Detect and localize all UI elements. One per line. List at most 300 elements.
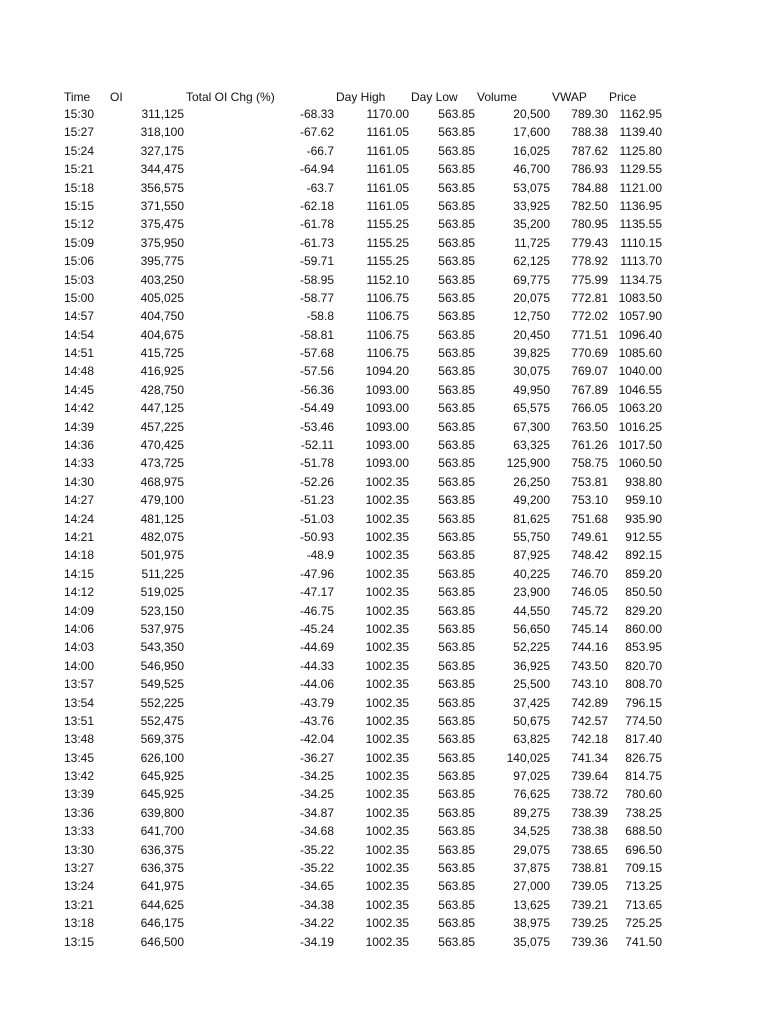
price-cell: 1129.55 [619, 162, 662, 177]
day-low-cell: 563.85 [438, 456, 475, 471]
total-oi-chg-cell: -50.93 [299, 529, 334, 544]
price-cell: 1016.25 [618, 419, 662, 434]
time-cell: 14:42 [64, 401, 95, 416]
table-row [64, 234, 674, 252]
day-low-cell: 563.85 [438, 621, 475, 636]
total-oi-chg-cell: -34.68 [299, 824, 334, 839]
day-low-cell: 563.85 [438, 474, 475, 489]
total-oi-chg-cell: -58.95 [299, 272, 334, 287]
time-cell: 14:12 [64, 585, 95, 600]
oi-cell: 375,950 [140, 235, 184, 250]
time-cell: 13:48 [64, 732, 95, 747]
day-low-cell: 563.85 [438, 217, 475, 232]
table-row [64, 362, 674, 380]
day-high-cell: 1002.35 [365, 713, 409, 728]
day-low-cell: 563.85 [438, 254, 475, 269]
table-row [64, 399, 674, 417]
price-cell: 1063.20 [618, 401, 662, 416]
table-row [64, 105, 674, 123]
volume-cell: 89,275 [513, 805, 550, 820]
time-cell: 14:36 [64, 438, 95, 453]
price-cell: 1085.60 [618, 346, 662, 361]
total-oi-chg-cell: -44.69 [299, 640, 334, 655]
day-high-cell: 1161.05 [366, 162, 409, 177]
day-low-cell: 563.85 [438, 695, 475, 710]
total-oi-chg-cell: -61.78 [299, 217, 334, 232]
volume-cell: 63,325 [513, 438, 550, 453]
vwap-cell: 753.81 [571, 474, 608, 489]
table-row [64, 271, 674, 289]
table-row [64, 804, 674, 822]
volume-cell: 37,425 [513, 695, 550, 710]
volume-cell: 16,025 [513, 143, 550, 158]
volume-cell: 49,950 [513, 382, 550, 397]
vwap-cell: 742.57 [571, 713, 608, 728]
oi-cell: 569,375 [140, 732, 184, 747]
vwap-cell: 749.61 [571, 529, 608, 544]
time-cell: 14:30 [64, 474, 95, 489]
volume-cell: 23,900 [513, 585, 550, 600]
volume-cell: 50,675 [513, 713, 550, 728]
header-oi: OI [110, 90, 123, 104]
time-cell: 14:18 [64, 548, 95, 563]
day-low-cell: 563.85 [438, 640, 475, 655]
day-low-cell: 563.85 [438, 879, 475, 894]
day-low-cell: 563.85 [438, 327, 475, 342]
day-high-cell: 1170.00 [366, 107, 409, 121]
volume-cell: 87,925 [513, 548, 550, 563]
day-high-cell: 1002.35 [365, 861, 409, 876]
vwap-cell: 739.25 [571, 916, 608, 931]
time-cell: 15:00 [64, 290, 95, 305]
oi-cell: 318,100 [140, 125, 184, 140]
vwap-cell: 745.14 [571, 621, 608, 636]
day-low-cell: 563.85 [438, 180, 475, 195]
oi-cell: 457,225 [140, 419, 184, 434]
price-cell: 1096.40 [618, 327, 662, 342]
table-row [64, 546, 674, 564]
day-high-cell: 1161.05 [366, 125, 409, 140]
header-price: Price [609, 90, 637, 104]
total-oi-chg-cell: -59.71 [299, 254, 334, 269]
vwap-cell: 738.72 [571, 787, 608, 802]
oi-cell: 468,975 [140, 474, 184, 489]
day-low-cell: 563.85 [438, 125, 475, 140]
total-oi-chg-cell: -34.25 [299, 787, 334, 802]
vwap-cell: 787.62 [571, 143, 608, 158]
time-cell: 13:21 [64, 897, 95, 912]
table-row [64, 767, 674, 785]
day-high-cell: 1093.00 [365, 419, 409, 434]
table-row [64, 657, 674, 675]
vwap-cell: 751.68 [571, 511, 608, 526]
price-cell: 709.15 [625, 861, 662, 876]
volume-cell: 62,125 [513, 254, 550, 269]
volume-cell: 81,625 [513, 511, 550, 526]
price-cell: 1017.50 [618, 438, 662, 453]
table-row [64, 142, 674, 160]
total-oi-chg-cell: -64.94 [299, 162, 334, 177]
data-sheet [64, 89, 674, 951]
price-cell: 859.20 [625, 566, 662, 581]
oi-cell: 639,800 [140, 805, 184, 820]
time-cell: 14:24 [64, 511, 95, 526]
volume-cell: 33,925 [513, 198, 550, 213]
day-high-cell: 1155.25 [366, 217, 409, 232]
oi-cell: 404,675 [140, 327, 184, 342]
table-row [64, 841, 674, 859]
vwap-cell: 771.51 [571, 327, 608, 342]
day-high-cell: 1002.35 [365, 897, 409, 912]
total-oi-chg-cell: -48.9 [306, 548, 334, 563]
vwap-cell: 741.34 [571, 750, 608, 765]
day-low-cell: 563.85 [438, 750, 475, 765]
table-row [64, 307, 674, 325]
day-low-cell: 563.85 [438, 658, 475, 673]
vwap-cell: 766.05 [571, 401, 608, 416]
total-oi-chg-cell: -58.77 [299, 290, 334, 305]
day-low-cell: 563.85 [438, 713, 475, 728]
volume-cell: 29,075 [513, 842, 550, 857]
time-cell: 13:30 [64, 842, 95, 857]
price-cell: 1136.95 [619, 198, 662, 213]
table-row [64, 896, 674, 914]
total-oi-chg-cell: -34.25 [299, 769, 334, 784]
day-high-cell: 1094.20 [365, 364, 409, 379]
day-high-cell: 1106.75 [366, 290, 409, 305]
oi-cell: 645,925 [140, 769, 184, 784]
oi-cell: 645,925 [140, 787, 184, 802]
time-cell: 13:27 [64, 861, 95, 876]
oi-cell: 646,175 [140, 916, 184, 931]
total-oi-chg-cell: -46.75 [299, 603, 334, 618]
time-cell: 15:18 [64, 180, 95, 195]
table-row [64, 252, 674, 270]
table-row [64, 326, 674, 344]
day-high-cell: 1002.35 [365, 511, 409, 526]
oi-cell: 344,475 [140, 162, 184, 177]
day-low-cell: 563.85 [438, 346, 475, 361]
vwap-cell: 746.70 [571, 566, 608, 581]
day-high-cell: 1106.75 [366, 309, 409, 324]
volume-cell: 35,200 [513, 217, 550, 232]
vwap-cell: 738.65 [571, 842, 608, 857]
table-row [64, 179, 674, 197]
day-low-cell: 563.85 [438, 107, 475, 121]
day-high-cell: 1002.35 [365, 732, 409, 747]
day-low-cell: 563.85 [438, 677, 475, 692]
vwap-cell: 738.39 [571, 805, 608, 820]
oi-cell: 646,500 [140, 934, 184, 949]
oi-cell: 543,350 [140, 640, 184, 655]
oi-cell: 327,175 [140, 143, 184, 158]
total-oi-chg-cell: -63.7 [306, 180, 334, 195]
price-cell: 860.00 [625, 621, 662, 636]
price-cell: 696.50 [625, 842, 662, 857]
time-cell: 15:15 [64, 198, 95, 213]
day-low-cell: 563.85 [438, 529, 475, 544]
oi-cell: 473,725 [140, 456, 184, 471]
day-high-cell: 1106.75 [366, 327, 409, 342]
price-cell: 938.80 [625, 474, 662, 489]
header-day-high: Day High [336, 90, 386, 104]
vwap-cell: 743.50 [571, 658, 608, 673]
total-oi-chg-cell: -34.87 [299, 805, 334, 820]
time-cell: 13:42 [64, 769, 95, 784]
day-high-cell: 1002.35 [365, 493, 409, 508]
table-row [64, 712, 674, 730]
day-high-cell: 1002.35 [365, 603, 409, 618]
day-high-cell: 1161.05 [366, 143, 409, 158]
day-low-cell: 563.85 [438, 198, 475, 213]
day-high-cell: 1002.35 [365, 879, 409, 894]
oi-cell: 356,575 [140, 180, 184, 195]
day-low-cell: 563.85 [438, 916, 475, 931]
time-cell: 13:33 [64, 824, 95, 839]
time-cell: 14:45 [64, 382, 95, 397]
price-cell: 820.70 [625, 658, 662, 673]
total-oi-chg-cell: -51.03 [299, 511, 334, 526]
day-high-cell: 1002.35 [365, 695, 409, 710]
day-low-cell: 563.85 [438, 585, 475, 600]
time-cell: 14:03 [64, 640, 95, 655]
total-oi-chg-cell: -58.81 [299, 327, 334, 342]
volume-cell: 34,525 [513, 824, 550, 839]
day-high-cell: 1155.25 [366, 235, 409, 250]
total-oi-chg-cell: -52.11 [300, 438, 334, 453]
day-high-cell: 1155.25 [366, 254, 409, 269]
day-high-cell: 1093.00 [365, 401, 409, 416]
day-high-cell: 1002.35 [365, 621, 409, 636]
price-cell: 1121.00 [619, 180, 662, 195]
day-high-cell: 1002.35 [365, 750, 409, 765]
day-high-cell: 1106.75 [366, 346, 409, 361]
volume-cell: 25,500 [513, 677, 550, 692]
total-oi-chg-cell: -61.73 [299, 235, 334, 250]
time-cell: 15:06 [64, 254, 95, 269]
table-row [64, 638, 674, 656]
day-low-cell: 563.85 [438, 861, 475, 876]
volume-cell: 27,000 [513, 879, 550, 894]
table-row [64, 749, 674, 767]
table-row [64, 215, 674, 233]
oi-cell: 428,750 [140, 382, 184, 397]
volume-cell: 26,250 [513, 474, 550, 489]
price-cell: 741.50 [625, 934, 662, 949]
day-high-cell: 1002.35 [365, 916, 409, 931]
oi-cell: 404,750 [140, 309, 184, 324]
day-low-cell: 563.85 [438, 382, 475, 397]
total-oi-chg-cell: -43.76 [299, 713, 334, 728]
day-high-cell: 1093.00 [365, 438, 409, 453]
vwap-cell: 775.99 [571, 272, 608, 287]
volume-cell: 36,925 [513, 658, 550, 673]
volume-cell: 97,025 [513, 769, 550, 784]
table-row [64, 473, 674, 491]
total-oi-chg-cell: -57.68 [299, 346, 334, 361]
oi-cell: 519,025 [140, 585, 184, 600]
total-oi-chg-cell: -44.06 [299, 677, 334, 692]
time-cell: 13:24 [64, 879, 95, 894]
price-cell: 1057.90 [618, 309, 662, 324]
day-high-cell: 1002.35 [365, 566, 409, 581]
vwap-cell: 745.72 [571, 603, 608, 618]
day-low-cell: 563.85 [438, 401, 475, 416]
table-row [64, 510, 674, 528]
table-row [64, 877, 674, 895]
volume-cell: 44,550 [513, 603, 550, 618]
table-body [64, 105, 674, 951]
time-cell: 14:54 [64, 327, 95, 342]
day-high-cell: 1002.35 [365, 640, 409, 655]
vwap-cell: 786.93 [571, 162, 608, 177]
price-cell: 814.75 [625, 769, 662, 784]
oi-cell: 311,125 [141, 107, 184, 121]
table-row [64, 436, 674, 454]
oi-cell: 644,625 [140, 897, 184, 912]
time-cell: 14:51 [64, 346, 95, 361]
table-row [64, 675, 674, 693]
oi-cell: 641,975 [140, 879, 184, 894]
total-oi-chg-cell: -43.79 [299, 695, 334, 710]
vwap-cell: 746.05 [571, 585, 608, 600]
day-low-cell: 563.85 [438, 934, 475, 949]
oi-cell: 636,375 [140, 861, 184, 876]
total-oi-chg-cell: -66.7 [306, 143, 334, 158]
price-cell: 853.95 [625, 640, 662, 655]
day-low-cell: 563.85 [438, 732, 475, 747]
price-cell: 826.75 [625, 750, 662, 765]
volume-cell: 46,700 [513, 162, 550, 177]
total-oi-chg-cell: -34.19 [299, 934, 334, 949]
vwap-cell: 780.95 [571, 217, 608, 232]
time-cell: 14:27 [64, 493, 95, 508]
oi-cell: 546,950 [140, 658, 184, 673]
day-low-cell: 563.85 [438, 603, 475, 618]
table-row [64, 565, 674, 583]
volume-cell: 20,500 [513, 107, 550, 121]
price-cell: 850.50 [625, 585, 662, 600]
time-cell: 15:03 [64, 272, 95, 287]
vwap-cell: 763.50 [571, 419, 608, 434]
oi-cell: 481,125 [140, 511, 184, 526]
total-oi-chg-cell: -68.33 [299, 107, 334, 121]
volume-cell: 63,825 [513, 732, 550, 747]
volume-cell: 17,600 [513, 125, 550, 140]
total-oi-chg-cell: -62.18 [299, 198, 334, 213]
volume-cell: 37,875 [513, 861, 550, 876]
oi-cell: 501,975 [140, 548, 184, 563]
price-cell: 892.15 [625, 548, 662, 563]
total-oi-chg-cell: -34.38 [299, 897, 334, 912]
total-oi-chg-cell: -34.65 [299, 879, 334, 894]
price-cell: 1125.80 [619, 143, 662, 158]
day-high-cell: 1002.35 [365, 677, 409, 692]
price-cell: 774.50 [625, 713, 662, 728]
vwap-cell: 770.69 [571, 346, 608, 361]
oi-cell: 537,975 [140, 621, 184, 636]
oi-cell: 470,425 [140, 438, 184, 453]
total-oi-chg-cell: -45.24 [299, 621, 334, 636]
time-cell: 13:57 [64, 677, 95, 692]
table-row [64, 785, 674, 803]
day-low-cell: 563.85 [438, 235, 475, 250]
total-oi-chg-cell: -35.22 [299, 861, 334, 876]
volume-cell: 39,825 [513, 346, 550, 361]
price-cell: 780.60 [625, 787, 662, 802]
total-oi-chg-cell: -47.17 [299, 585, 334, 600]
price-cell: 808.70 [625, 677, 662, 692]
header-total-oi-chg: Total OI Chg (%) [186, 90, 275, 104]
volume-cell: 38,975 [513, 916, 550, 931]
day-low-cell: 563.85 [438, 787, 475, 802]
vwap-cell: 738.81 [571, 861, 608, 876]
oi-cell: 511,225 [141, 566, 184, 581]
time-cell: 13:54 [64, 695, 95, 710]
total-oi-chg-cell: -58.8 [306, 309, 334, 324]
vwap-cell: 739.05 [571, 879, 608, 894]
day-high-cell: 1002.35 [365, 658, 409, 673]
day-low-cell: 563.85 [438, 290, 475, 305]
volume-cell: 49,200 [513, 493, 550, 508]
table-row [64, 491, 674, 509]
total-oi-chg-cell: -54.49 [299, 401, 334, 416]
header-row [64, 89, 674, 105]
oi-cell: 552,475 [140, 713, 184, 728]
price-cell: 829.20 [625, 603, 662, 618]
price-cell: 688.50 [625, 824, 662, 839]
volume-cell: 30,075 [513, 364, 550, 379]
day-high-cell: 1002.35 [365, 805, 409, 820]
day-low-cell: 563.85 [438, 805, 475, 820]
oi-cell: 405,025 [140, 290, 184, 305]
price-cell: 796.15 [625, 695, 662, 710]
day-high-cell: 1161.05 [366, 180, 409, 195]
time-cell: 14:48 [64, 364, 95, 379]
vwap-cell: 744.16 [571, 640, 608, 655]
table-row [64, 914, 674, 932]
total-oi-chg-cell: -57.56 [299, 364, 334, 379]
time-cell: 14:06 [64, 621, 95, 636]
time-cell: 14:39 [64, 419, 95, 434]
day-low-cell: 563.85 [438, 162, 475, 177]
vwap-cell: 789.30 [571, 107, 608, 121]
price-cell: 713.25 [625, 879, 662, 894]
time-cell: 14:00 [64, 658, 95, 673]
time-cell: 14:21 [64, 529, 95, 544]
day-high-cell: 1002.35 [365, 824, 409, 839]
vwap-cell: 761.26 [571, 438, 608, 453]
day-high-cell: 1093.00 [365, 382, 409, 397]
total-oi-chg-cell: -53.46 [299, 419, 334, 434]
oi-cell: 626,100 [140, 750, 184, 765]
day-low-cell: 563.85 [438, 419, 475, 434]
total-oi-chg-cell: -47.96 [299, 566, 334, 581]
day-high-cell: 1161.05 [366, 198, 409, 213]
oi-cell: 371,550 [140, 198, 184, 213]
total-oi-chg-cell: -36.27 [299, 750, 334, 765]
vwap-cell: 779.43 [571, 235, 608, 250]
vwap-cell: 738.38 [571, 824, 608, 839]
day-high-cell: 1002.35 [365, 548, 409, 563]
table-row [64, 454, 674, 472]
price-cell: 1139.40 [619, 125, 662, 140]
price-cell: 1083.50 [618, 290, 662, 305]
table-row [64, 289, 674, 307]
day-low-cell: 563.85 [438, 842, 475, 857]
table-row [64, 822, 674, 840]
table-row [64, 160, 674, 178]
